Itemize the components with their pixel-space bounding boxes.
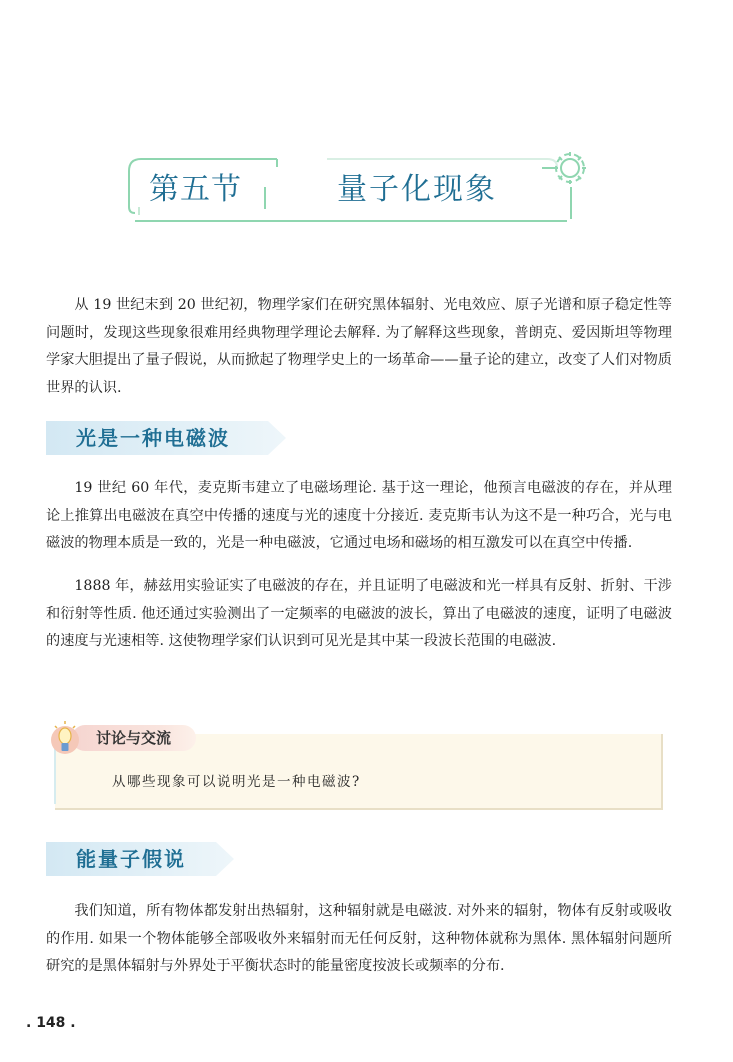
section-heading-light-em-wave [46,421,286,455]
section1-paragraph-2: 1888 年，赫兹用实验证实了电磁波的存在，并且证明了电磁波和光一样具有反射、折射、干涉和衍射等性质. 他还通过实验测出了一定频率的电磁波的波长，算出了电磁波的速度，证明了电磁波的速度与光速相等. 这使物理学家们认识到可见光是其中某一段波长范围的电磁波. [46,578,672,649]
discussion-question: 从哪些现象可以说明光是一种电磁波? [112,774,361,790]
discussion-box [50,724,664,811]
lightbulb-icon [50,720,80,760]
section-title: 量子化现象 [337,172,497,207]
section2-paragraph: 我们知道，所有物体都发射出热辐射，这种辐射就是电磁波. 对外来的辐射，物体有反射或吸收的作用. 如果一个物体能够全部吸收外来辐射而无任何反射，这种物体就称为黑体. 黑体辐射问题所研究的是黑体辐射与外界处于平衡状态时的能量密度按波长或频率的分布. [46,903,672,974]
gear-icon [540,140,600,200]
section-title-box [127,157,581,223]
section-number: 第五节 [149,172,242,207]
discussion-label: 讨论与交流 [96,729,172,747]
section-heading-energy-quantum [46,842,234,876]
heading-text: 能量子假说 [76,847,186,871]
heading-text: 光是一种电磁波 [76,426,230,450]
section1-paragraph-1: 19 世纪 60 年代，麦克斯韦建立了电磁场理论. 基于这一理论，他预言电磁波的存在，并从理论上推算出电磁波在真空中传播的速度与光的速度十分接近. 麦克斯韦认为这不是一种巧合，光与电磁波的物理本质是一致的，光是一种电磁波，它通过电场和磁场的相互激发可以在真空中传播. [46,480,672,551]
page-number: . 148 . [26,1015,76,1031]
intro-paragraph: 从 19 世纪末到 20 世纪初，物理学家们在研究黑体辐射、光电效应、原子光谱和原子稳定性等问题时，发现这些现象很难用经典物理学理论去解释. 为了解释这些现象，普朗克、爱因斯坦等物理学家大胆提出了量子假说，从而掀起了物理学史上的一场革命——量子论的建立，改变了人们对物质世界的认识. [46,297,672,396]
